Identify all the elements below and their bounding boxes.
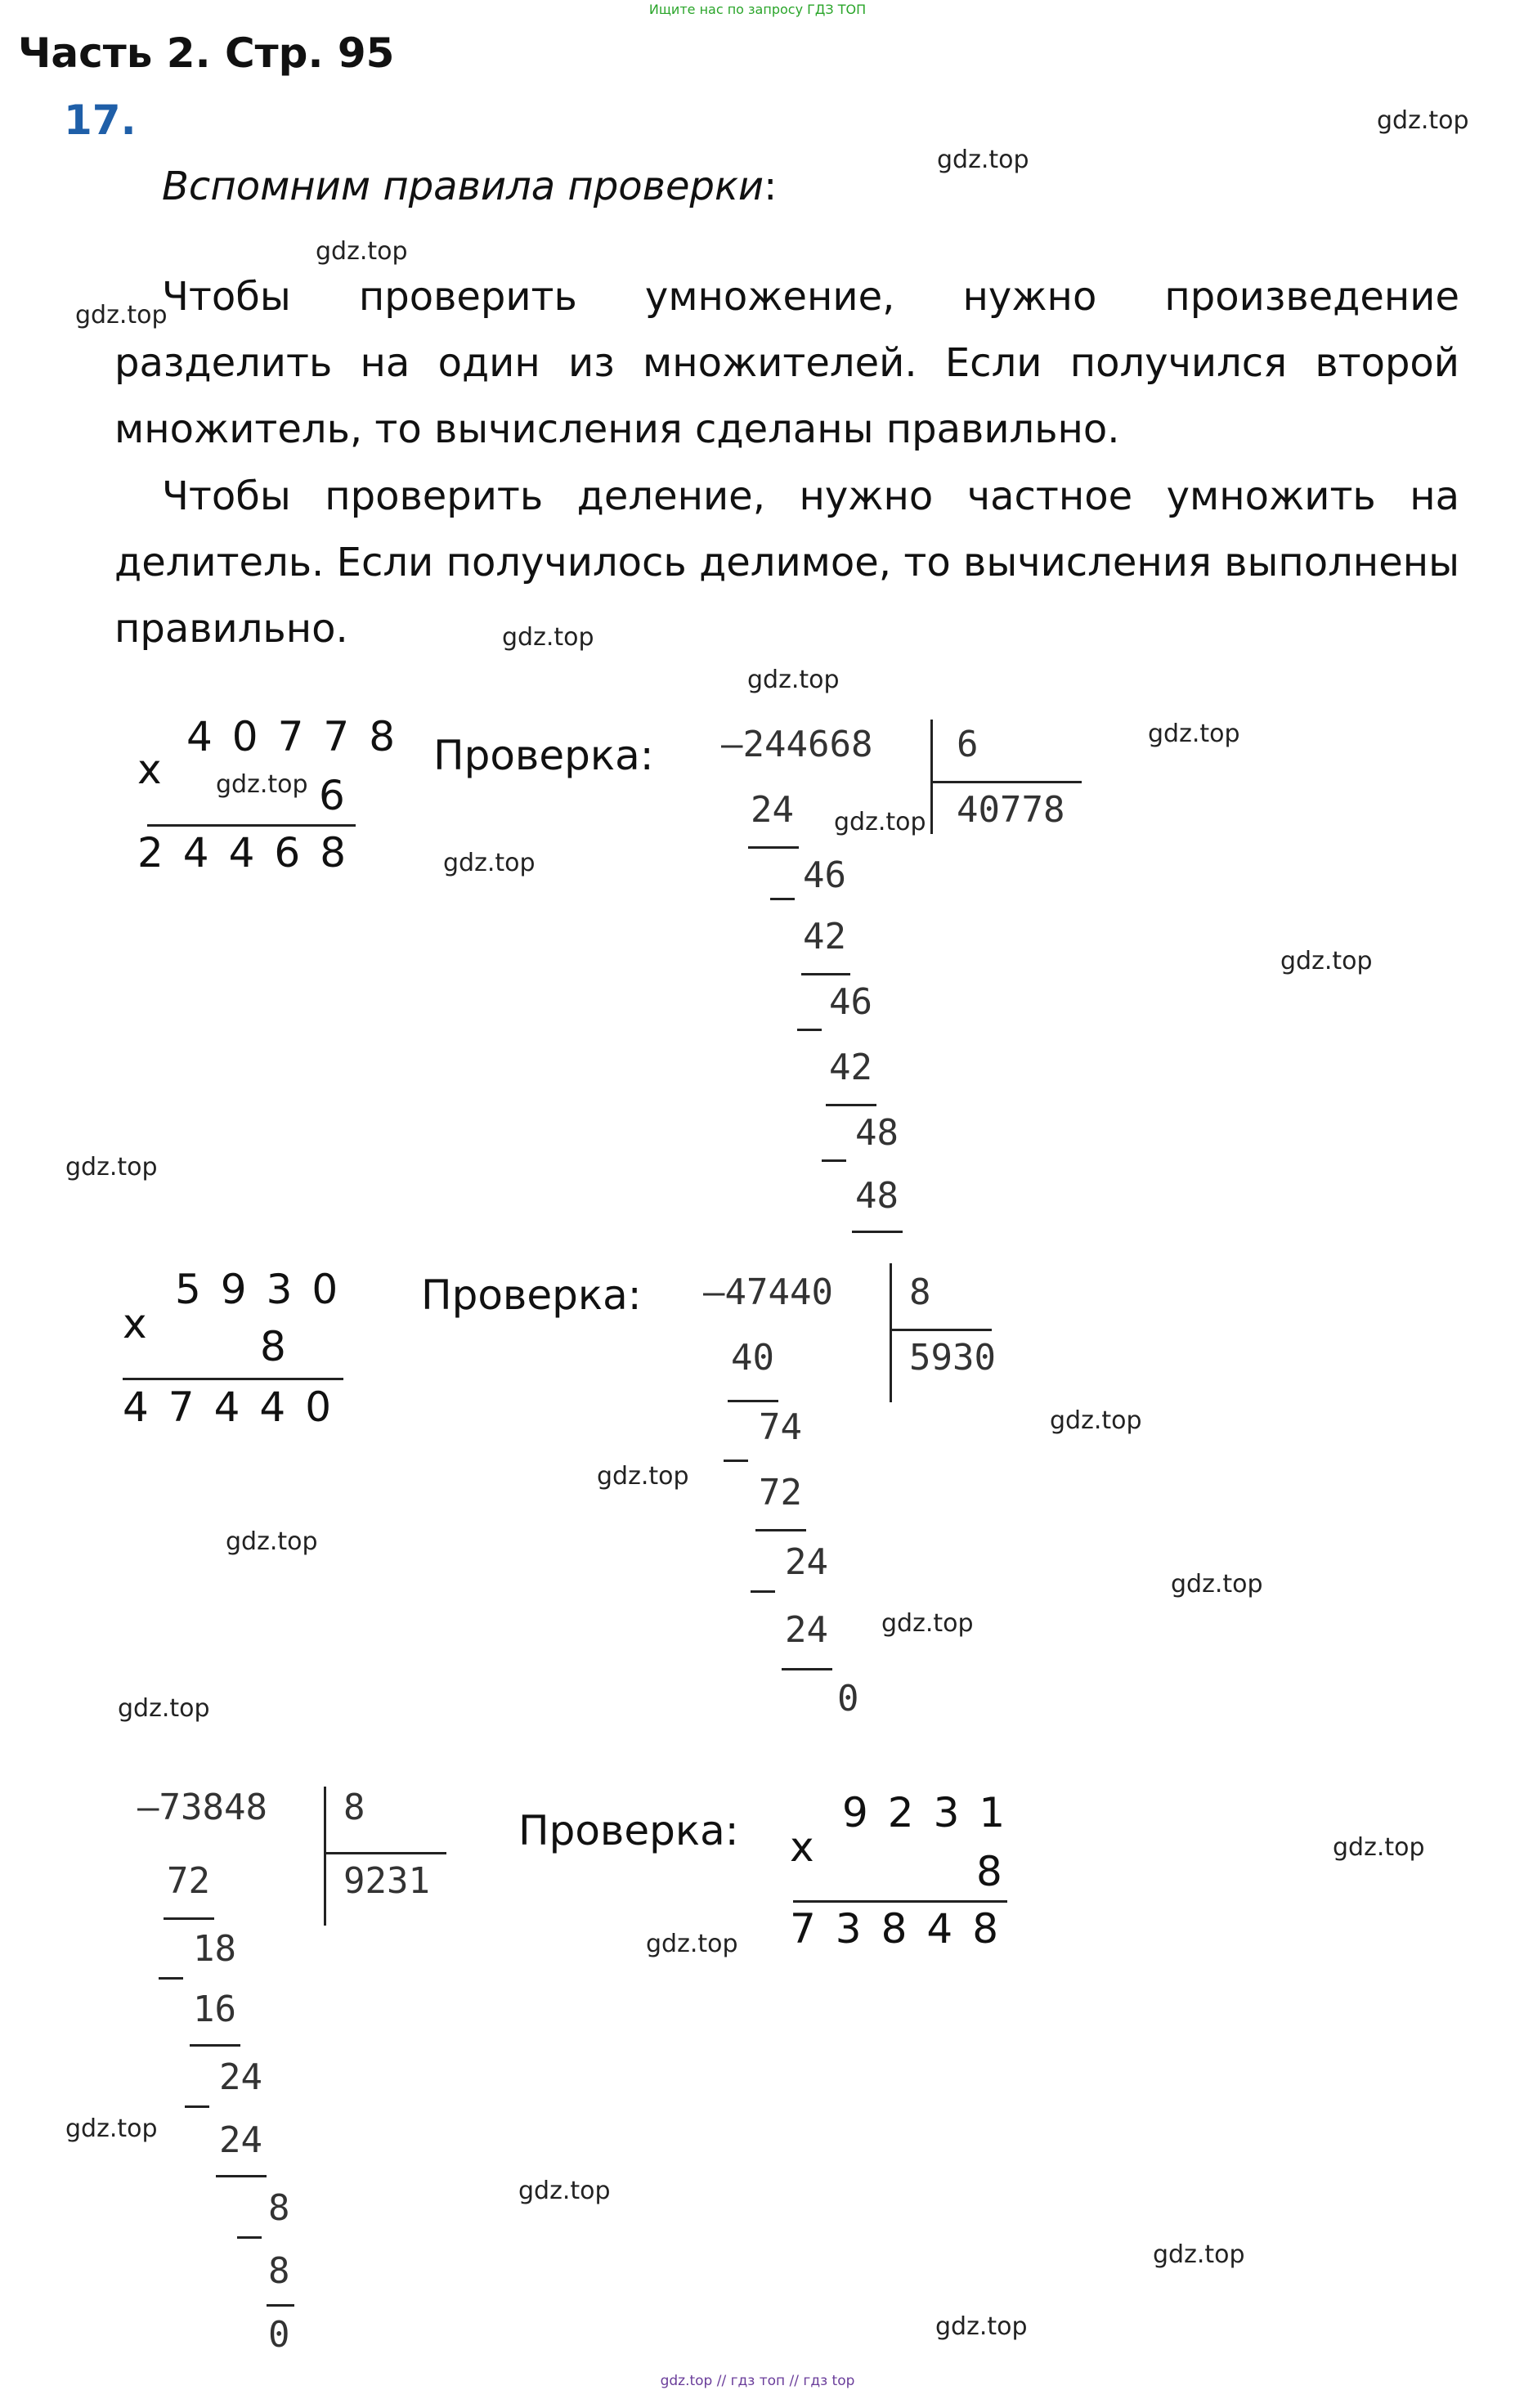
rule-multiplication-paragraph: Чтобы проверить умножение, нужно произведение разделить на один из множителей. Если получился второй множитель, то вычисления сделаны правильно.	[114, 274, 1459, 452]
watermark: gdz.top	[747, 666, 840, 694]
step-subtrahend: 24	[219, 2119, 262, 2161]
product: 73848	[790, 1905, 1019, 1953]
step-subtrahend: 24	[785, 1609, 828, 1651]
product: 47440	[123, 1383, 352, 1431]
step-minus	[797, 1029, 822, 1031]
quotient-line	[930, 781, 1082, 783]
final-remainder: 0	[268, 2314, 290, 2356]
watermark: gdz.top	[881, 1609, 974, 1638]
watermark: gdz.top	[518, 2177, 611, 2205]
step-minus	[724, 1460, 748, 1462]
quotient: 9231	[343, 1860, 430, 1902]
multiplicand: 40778	[186, 713, 415, 760]
step-remainder: 46	[829, 981, 872, 1023]
step-subtrahend: 42	[829, 1047, 872, 1088]
watermark: gdz.top	[226, 1527, 318, 1556]
step-subtrahend: 48	[855, 1175, 899, 1217]
step-minus	[770, 898, 795, 900]
step-remainder: 8	[268, 2187, 290, 2229]
check-label: Проверка:	[433, 732, 654, 779]
step-minus	[822, 1159, 846, 1162]
watermark: gdz.top	[1171, 1570, 1263, 1599]
final-remainder: 0	[837, 1678, 859, 1720]
step-remainder: 24	[219, 2056, 262, 2098]
step-remainder: 74	[759, 1406, 802, 1448]
step-remainder: 18	[193, 1928, 236, 1970]
step-subtrahend: 72	[759, 1472, 802, 1513]
multiply-sign: x	[137, 746, 162, 793]
step-line	[782, 1668, 832, 1670]
watermark: gdz.top	[834, 808, 926, 836]
multiplier: 6	[319, 772, 345, 819]
dividend: –47440	[703, 1271, 833, 1313]
step-line	[216, 2175, 267, 2177]
step-remainder: 46	[803, 854, 846, 896]
step-subtrahend: 72	[167, 1860, 210, 1902]
quotient-line	[890, 1329, 992, 1331]
check-label: Проверка:	[421, 1271, 642, 1319]
division-bracket	[930, 720, 933, 834]
watermark: gdz.top	[216, 770, 308, 799]
step-line	[852, 1231, 903, 1233]
product-line	[123, 1378, 343, 1380]
watermark: gdz.top	[316, 237, 408, 266]
step-remainder: 24	[785, 1541, 828, 1583]
watermark: gdz.top	[75, 301, 168, 330]
multiply-sign: x	[123, 1300, 147, 1347]
step-minus	[751, 1590, 775, 1593]
step-subtrahend: 24	[751, 789, 794, 831]
watermark: gdz.top	[935, 2312, 1028, 2341]
product: 24468	[137, 829, 366, 877]
division-bracket	[890, 1263, 892, 1402]
divisor: 6	[957, 724, 979, 765]
watermark: gdz.top	[502, 623, 594, 652]
step-line	[728, 1400, 778, 1402]
division-bracket	[324, 1787, 326, 1926]
check-label: Проверка:	[518, 1807, 739, 1854]
watermark: gdz.top	[65, 1153, 158, 1182]
quotient-line	[324, 1852, 446, 1854]
watermark: gdz.top	[1153, 2240, 1245, 2269]
task-number: 17.	[64, 96, 137, 144]
step-subtrahend: 40	[731, 1337, 774, 1379]
step-subtrahend: 8	[268, 2250, 290, 2292]
top-banner[interactable]: Ищите нас по запросу ГДЗ ТОП	[648, 2, 867, 17]
step-minus	[237, 2236, 262, 2239]
dividend: –244668	[721, 724, 873, 765]
multiplicand: 5930	[175, 1266, 358, 1313]
watermark: gdz.top	[1050, 1406, 1142, 1435]
product-line	[147, 824, 356, 827]
quotient: 40778	[957, 789, 1065, 831]
watermark: gdz.top	[597, 1462, 689, 1491]
multiplicand: 9231	[842, 1789, 1025, 1836]
watermark: gdz.top	[1377, 106, 1469, 135]
step-subtrahend: 16	[193, 1989, 236, 2030]
step-subtrahend: 42	[803, 916, 846, 957]
divisor: 8	[909, 1271, 931, 1313]
multiplier: 8	[260, 1323, 286, 1370]
watermark: gdz.top	[1333, 1833, 1425, 1862]
step-minus	[185, 2105, 209, 2108]
step-minus	[159, 1977, 183, 1980]
bottom-banner[interactable]: gdz.top // гдз топ // гдз top	[660, 2373, 855, 2389]
watermark: gdz.top	[443, 849, 536, 877]
watermark: gdz.top	[1148, 720, 1240, 748]
product-line	[793, 1900, 1007, 1903]
divisor: 8	[343, 1787, 365, 1828]
watermark: gdz.top	[65, 2114, 158, 2143]
step-remainder: 48	[855, 1112, 899, 1154]
watermark: gdz.top	[1280, 947, 1373, 975]
rules-heading: Вспомним правила проверки:	[162, 164, 778, 209]
step-line	[164, 1917, 214, 1920]
step-line	[755, 1529, 806, 1531]
step-line	[801, 973, 850, 975]
step-line	[190, 2044, 240, 2047]
page-title: Часть 2. Стр. 95	[18, 29, 395, 77]
watermark: gdz.top	[118, 1694, 210, 1723]
watermark: gdz.top	[646, 1930, 738, 1958]
watermark: gdz.top	[937, 146, 1029, 174]
step-line	[826, 1104, 876, 1106]
step-line	[267, 2304, 294, 2307]
quotient: 5930	[909, 1337, 996, 1379]
multiply-sign: x	[790, 1823, 814, 1871]
rule-division-paragraph: Чтобы проверить деление, нужно частное умножить на делитель. Если получилось делимое, то вычисления выполнены правильно.	[114, 473, 1459, 652]
step-line	[748, 846, 799, 849]
dividend: –73848	[137, 1787, 267, 1828]
multiplier: 8	[976, 1848, 1002, 1895]
